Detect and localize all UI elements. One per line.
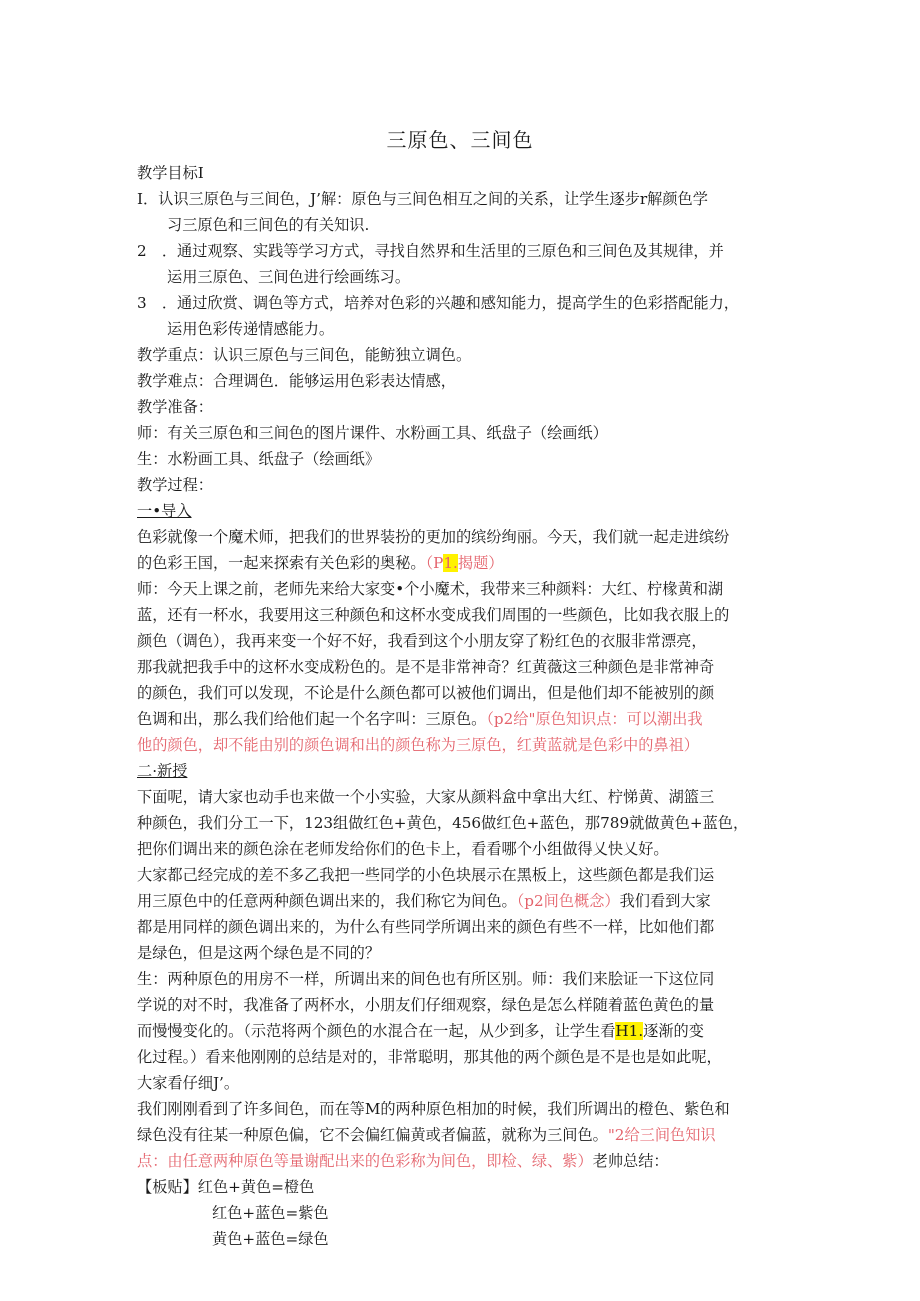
line-text: 红色+蓝色=紫色	[212, 1204, 329, 1222]
text-line	[137, 472, 787, 498]
text-line	[137, 368, 787, 394]
text-line	[137, 654, 787, 680]
text-line	[137, 992, 787, 1018]
line-text: 2 ．通过观察、实践等学习方式，寻找自然界和生活里的三原色和三间色及其规律，并	[137, 242, 724, 260]
line-text: 教学目标I	[137, 164, 204, 182]
text-line	[137, 186, 787, 212]
line-text: 绿色没有往某一种原色偏，它不会偏红偏黄或者偏蓝，就称为三间色。	[137, 1126, 608, 1144]
line-text: 的色彩王国，一起来探索有关色彩的奥秘。	[137, 554, 426, 572]
annotation-text: （p2给"原色知识点：可以潮出我	[486, 710, 703, 728]
line-text: 生：水粉画工具、纸盘子（绘画纸》	[137, 450, 380, 468]
line-text: 黄色+蓝色=绿色	[212, 1230, 329, 1248]
text-line	[137, 238, 787, 264]
text-line	[137, 914, 787, 940]
text-line	[137, 810, 787, 836]
text-line	[137, 446, 787, 472]
line-text: 化过程。）看来他刚刚的总结是对的，非常聪明，那其他的两个颜色是不是也是如此呢，	[137, 1048, 722, 1066]
text-line	[137, 342, 787, 368]
text-line	[137, 212, 787, 238]
line-text: 教学准备：	[137, 398, 213, 416]
annotation-text: 揭题）	[457, 554, 504, 572]
line-text: 【板贴】红色+黄色=橙色	[137, 1178, 315, 1196]
line-text: 学说的对不时，我准备了两杯水，小朋友们仔细观察，绿色是怎么样随着蓝色黄色的量	[137, 996, 715, 1014]
line-text: 种颜色，我们分工一下，123组做红色+黄色，456做红色+蓝色，那789就做黄色+蓝色，	[137, 814, 749, 832]
annotation-text: 他的颜色，却不能由别的颜色调和出的颜色称为三原色，红黄蓝就是色彩中的鼻祖）	[137, 736, 699, 754]
line-text: 都是用同样的颜色调出来的，为什么有些同学所调出来的颜色有些不一样，比如他们都	[137, 918, 715, 936]
text-line	[137, 394, 787, 420]
text-line	[137, 316, 787, 342]
text-line	[137, 1096, 787, 1122]
line-text: 我们看到大家	[619, 892, 711, 910]
text-line	[137, 784, 787, 810]
text-line	[137, 1018, 787, 1044]
text-line	[137, 1148, 787, 1174]
line-text: 师：有关三原色和三间色的图片课件、水粉画工具、纸盘子（绘画纸）	[137, 424, 608, 442]
line-text: 逐渐的变	[643, 1022, 704, 1040]
line-text: 下面呢，请大家也动手也来做一个小实验，大家从颜料盒中拿出大红、柠悌黄、湖篮三	[137, 788, 715, 806]
line-text: 大家都己经完成的差不多乙我把一些同学的小色块展示在黑板上，这些颜色都是我们运	[137, 866, 715, 884]
text-line	[137, 732, 787, 758]
line-text: 而慢慢变化的。（示范将两个颜色的水混合在一起，从少到多，让学生看	[137, 1022, 616, 1040]
document-body	[137, 160, 787, 1252]
line-text: 我们刚刚看到了许多间色，而在等M的两种原色相加的时候，我们所调出的橙色、紫色和	[137, 1100, 730, 1118]
text-line	[137, 576, 787, 602]
section-heading	[137, 758, 787, 784]
line-text: I．认识三原色与三间色，J’解：原色与三间色相互之间的关系，让学生逐步r解颜色学	[137, 190, 708, 208]
text-line	[137, 524, 787, 550]
text-line	[137, 680, 787, 706]
line-text: 一•导入	[137, 502, 192, 520]
line-text: 把你们调出来的颜色涂在老师发给你们的色卡上，看看哪个小组做得乂快乂好。	[137, 840, 669, 858]
text-line	[137, 264, 787, 290]
line-text: 大家看仔细J’。	[137, 1074, 240, 1092]
text-line	[137, 940, 787, 966]
text-line	[137, 1070, 787, 1096]
text-line	[137, 1200, 787, 1226]
text-line	[137, 888, 787, 914]
line-text: 色彩就像一个魔术师，把我们的世界装扮的更加的缤纷绚丽。今天，我们就一起走进缤纷	[137, 528, 730, 546]
annotation-text: （P	[425, 554, 444, 572]
line-text: 色调和出，那么我们给他们起一个名字叫：三原色。	[137, 710, 487, 728]
line-text: 教学过程：	[137, 476, 213, 494]
line-text: 的颜色，我们可以发现，不论是什么颜色都可以被他们调出，但是他们却不能被别的颜	[137, 684, 715, 702]
annotation-text: （p2间色概念）	[516, 892, 620, 910]
line-text: 师：今天上课之前，老师先来给大家变•个小魔术，我带来三种颜料：大红、柠椽黄和湖	[137, 580, 724, 598]
line-text: 教学难点：合理调色．能够运用色彩表达情感，	[137, 372, 456, 390]
line-text: 是绿色，但是这两个绿色是不同的？	[137, 944, 380, 962]
line-text: 用三原色中的任意两种颜色调出来的，我们称它为间色。	[137, 892, 517, 910]
highlight-mark: 1.	[443, 554, 458, 572]
annotation-text: "2给三间色知识	[607, 1126, 716, 1144]
text-line	[137, 836, 787, 862]
text-line	[137, 1044, 787, 1070]
text-line	[137, 628, 787, 654]
text-line	[137, 1226, 787, 1252]
line-text: 生：两种原色的用房不一样，所调出来的间色也有所区别。师：我们来脍证一下这位同	[137, 970, 715, 988]
line-text: 习三原色和三间色的有关知识.	[167, 216, 370, 234]
line-text: 那我就把我手中的这杯水变成粉色的。是不是非常神奇？红黄薇这三种颜色是非常神奇	[137, 658, 715, 676]
text-line	[137, 420, 787, 446]
text-line	[137, 706, 787, 732]
line-text: 蓝，还有一杯水，我要用这三种颜色和这杯水变成我们周围的一些颜色，比如我衣服上的	[137, 606, 730, 624]
line-text: 老帅总结：	[592, 1152, 669, 1170]
highlight-mark: H1.	[615, 1022, 644, 1040]
text-line	[137, 1174, 787, 1200]
text-line	[137, 966, 787, 992]
annotation-text: 点：由任意两种原色等量谢配出来的色彩称为间色，即检、绿、紫）	[137, 1152, 593, 1170]
text-line	[137, 290, 787, 316]
text-line	[137, 160, 787, 186]
text-line	[137, 550, 787, 576]
line-text: 运用三原色、三间色进行绘画练习。	[167, 268, 410, 286]
line-text: 颜色（调色），我再来变一个好不好，我看到这个小朋友穿了粉红色的衣服非常漂亮，	[137, 632, 707, 650]
text-line	[137, 602, 787, 628]
text-line	[137, 1122, 787, 1148]
text-line	[137, 862, 787, 888]
line-text: 运用色彩传递情感能力。	[167, 320, 335, 338]
section-heading	[137, 498, 787, 524]
line-text: 3 ．通过欣赏、调色等方式，培养对色彩的兴趣和感知能力，提高学生的色彩搭配能力，	[137, 294, 739, 312]
document-title: 三原色、三间色	[386, 128, 534, 152]
line-text: 二·新授	[137, 762, 188, 780]
line-text: 教学重点：认识三原色与三间色，能鲂独立调色。	[137, 346, 472, 364]
